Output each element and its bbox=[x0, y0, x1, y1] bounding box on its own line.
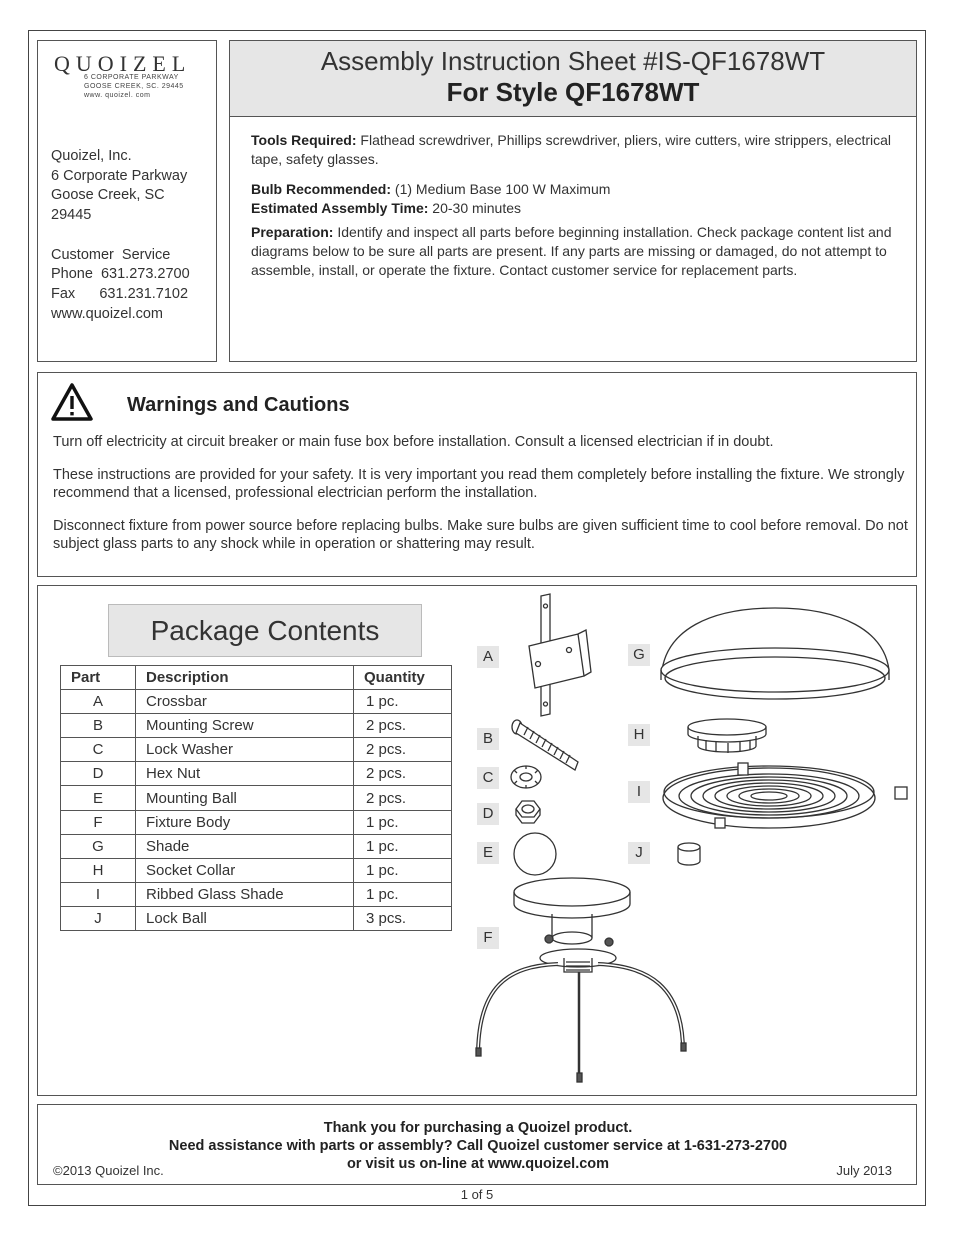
footer-date: July 2013 bbox=[836, 1163, 892, 1178]
part-letter-cell: C bbox=[61, 738, 136, 762]
description-cell: Hex Nut bbox=[136, 762, 354, 786]
diagram-label-j: J bbox=[628, 842, 650, 864]
column-header: Quantity bbox=[354, 666, 452, 690]
diagram-label-c: C bbox=[477, 767, 499, 789]
diagram-label-f: F bbox=[477, 927, 499, 949]
logo-address-line: 6 CORPORATE PARKWAY bbox=[84, 74, 179, 81]
preparation bbox=[251, 223, 901, 280]
quantity-cell: 3 pcs. bbox=[354, 906, 452, 930]
package-contents-box bbox=[37, 585, 917, 1096]
footer-line: or visit us on-line at www.quoizel.com bbox=[346, 1156, 610, 1172]
part-letter-cell: A bbox=[61, 690, 136, 714]
time-text: 20-30 minutes bbox=[432, 200, 522, 216]
fixture-body-illustration bbox=[476, 878, 686, 1082]
quantity-cell: 1 pc. bbox=[354, 858, 452, 882]
part-letter-cell: F bbox=[61, 810, 136, 834]
mounting-ball-illustration bbox=[514, 833, 556, 875]
diagram-label-g: G bbox=[628, 644, 650, 666]
description-cell: Ribbed Glass Shade bbox=[136, 882, 354, 906]
tools-text: Flathead screwdriver, Phillips screwdriver, pliers, wire cutters, wire strippers, electrical tape, safety glasses. bbox=[251, 132, 892, 167]
company-info-box bbox=[37, 40, 217, 362]
prep-label: Preparation: bbox=[251, 224, 334, 240]
copyright-icon: © bbox=[53, 1163, 63, 1178]
company-address: Quoizel, Inc. 6 Corporate Parkway Goose Creek, SC 29445 Customer Service Phone 631.273.2700 Fax 631.231.7102 www.quoizel.com bbox=[51, 148, 190, 322]
mounting-screw-illustration bbox=[512, 720, 578, 770]
tools-required bbox=[251, 131, 901, 169]
column-header: Part bbox=[61, 666, 136, 690]
warnings-text bbox=[53, 433, 908, 568]
description-cell: Socket Collar bbox=[136, 858, 354, 882]
instruction-header-box bbox=[229, 40, 917, 362]
part-letter-cell: J bbox=[61, 906, 136, 930]
copyright bbox=[53, 1163, 164, 1178]
tools-label: Tools Required: bbox=[251, 132, 357, 148]
time-label: Estimated Assembly Time: bbox=[251, 200, 429, 216]
quantity-cell: 1 pc. bbox=[354, 810, 452, 834]
warnings-box bbox=[37, 372, 917, 577]
diagram-label-d: D bbox=[477, 803, 499, 825]
description-cell: Crossbar bbox=[136, 690, 354, 714]
lock-washer-illustration bbox=[511, 766, 541, 788]
warnings-title: Warnings and Cautions bbox=[127, 394, 350, 416]
page-number: 1 of 5 bbox=[460, 1187, 494, 1202]
bulb-text: (1) Medium Base 100 W Maximum bbox=[391, 181, 611, 197]
part-letter-cell: D bbox=[61, 762, 136, 786]
quantity-cell: 1 pc. bbox=[354, 690, 452, 714]
socket-collar-illustration bbox=[688, 719, 766, 753]
logo-address-line: www. quoizel. com bbox=[84, 92, 151, 99]
requirements-text bbox=[251, 131, 901, 291]
bulb-and-time bbox=[251, 180, 901, 218]
bulb-label: Bulb Recommended: bbox=[251, 181, 392, 197]
style-title: For Style QF1678WT bbox=[446, 77, 700, 107]
sheet-title: Assembly Instruction Sheet #IS-QF1678WT bbox=[320, 46, 826, 76]
warning-triangle-icon bbox=[51, 383, 93, 421]
part-letter-cell: H bbox=[61, 858, 136, 882]
footer-box bbox=[37, 1104, 917, 1185]
title-band bbox=[230, 41, 916, 117]
description-cell: Mounting Ball bbox=[136, 786, 354, 810]
quantity-cell: 1 pc. bbox=[354, 834, 452, 858]
quantity-cell: 2 pcs. bbox=[354, 738, 452, 762]
part-letter-cell: B bbox=[61, 714, 136, 738]
parts-diagram bbox=[38, 586, 916, 1095]
diagram-label-h: H bbox=[628, 724, 650, 746]
description-cell: Shade bbox=[136, 834, 354, 858]
description-cell: Mounting Screw bbox=[136, 714, 354, 738]
hex-nut-illustration bbox=[516, 801, 540, 823]
copyright-text: 2013 Quoizel Inc. bbox=[62, 1163, 164, 1178]
description-cell: Lock Washer bbox=[136, 738, 354, 762]
quantity-cell: 1 pc. bbox=[354, 882, 452, 906]
crossbar-illustration bbox=[529, 594, 591, 716]
lock-ball-illustration bbox=[678, 843, 700, 865]
quoizel-logo: QUOIZEL bbox=[54, 51, 192, 76]
quantity-cell: 2 pcs. bbox=[354, 786, 452, 810]
column-header: Description bbox=[136, 666, 354, 690]
part-letter-cell: E bbox=[61, 786, 136, 810]
part-letter-cell: I bbox=[61, 882, 136, 906]
quantity-cell: 2 pcs. bbox=[354, 714, 452, 738]
warning-paragraph: These instructions are provided for your safety. It is very important you read them completely before installing the fixture. We strongly recommend that a licensed, professional electrician perform the installation. bbox=[53, 467, 905, 501]
footer-line: Thank you for purchasing a Quoizel product. bbox=[323, 1120, 633, 1136]
logo-address bbox=[84, 73, 184, 100]
diagram-label-e: E bbox=[477, 842, 499, 864]
warning-paragraph: Turn off electricity at circuit breaker or main fuse box before installation. Consult a licensed electrician if in doubt. bbox=[53, 434, 774, 450]
warning-paragraph: Disconnect fixture from power source before replacing bulbs. Make sure bulbs are given sufficient time to cool before removal. Do not subject glass parts to any shock while in operation or shattering may result. bbox=[53, 518, 908, 552]
diagram-label-i: I bbox=[628, 781, 650, 803]
footer-line: Need assistance with parts or assembly? Call Quoizel customer service at 1-631-273-2700 bbox=[168, 1138, 788, 1154]
diagram-label-a: A bbox=[477, 646, 499, 668]
part-letter-cell: G bbox=[61, 834, 136, 858]
description-cell: Lock Ball bbox=[136, 906, 354, 930]
package-contents-title: Package Contents bbox=[108, 604, 422, 657]
shade-illustration bbox=[661, 608, 889, 699]
prep-text: Identify and inspect all parts before beginning installation. Check package content list and diagrams below to be sure all parts are present. If any parts are missing or damaged, do not attempt to assemble, install, or operate the fixture. Contact customer service for replacement parts. bbox=[251, 224, 892, 278]
ribbed-glass-shade-illustration bbox=[663, 763, 907, 828]
footer-message bbox=[38, 1119, 918, 1173]
logo-address-line: GOOSE CREEK, SC. 29445 bbox=[84, 83, 184, 90]
quantity-cell: 2 pcs. bbox=[354, 762, 452, 786]
description-cell: Fixture Body bbox=[136, 810, 354, 834]
diagram-label-b: B bbox=[477, 728, 499, 750]
